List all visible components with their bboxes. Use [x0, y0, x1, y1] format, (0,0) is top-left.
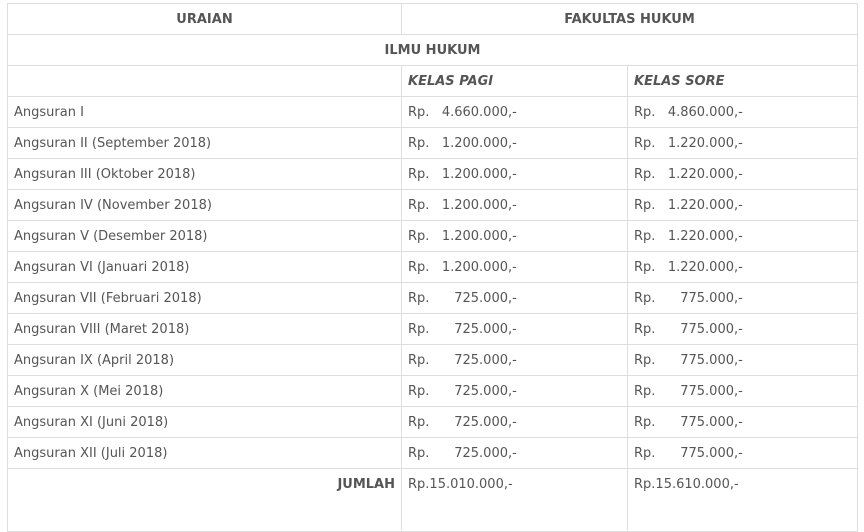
kelas-sore-amount [628, 314, 858, 345]
kelas-sore-amount [628, 345, 858, 376]
amount-suffix: ,- [508, 197, 517, 213]
amount-value: 725.000 [454, 352, 508, 368]
table-row [8, 438, 858, 469]
amount-suffix: ,- [734, 228, 743, 244]
kelas-sore-amount [628, 252, 858, 283]
currency-label: Rp. [634, 259, 656, 275]
kelas-pagi-header: KELAS PAGI [402, 66, 628, 97]
faculty-header: FAKULTAS HUKUM [402, 4, 858, 35]
kelas-sore-amount [628, 438, 858, 469]
amount-value: 775.000 [680, 445, 734, 461]
amount-value: 4.660.000 [441, 104, 508, 120]
table-row [8, 283, 858, 314]
table-row [8, 97, 858, 128]
kelas-sore-amount [628, 190, 858, 221]
amount-value: 1.220.000 [667, 135, 734, 151]
amount-value: 725.000 [454, 383, 508, 399]
amount-suffix: ,- [734, 259, 743, 275]
amount-value: 1.220.000 [667, 259, 734, 275]
installment-label: Angsuran VIII (Maret 2018) [8, 314, 402, 345]
amount-suffix: ,- [734, 197, 743, 213]
kelas-sore-amount [628, 407, 858, 438]
amount-value: 1.200.000 [441, 228, 508, 244]
amount-suffix: ,- [734, 135, 743, 151]
installment-label: Angsuran III (Oktober 2018) [8, 159, 402, 190]
kelas-pagi-amount [402, 407, 628, 438]
currency-label: Rp. [408, 414, 430, 430]
kelas-pagi-amount [402, 314, 628, 345]
amount-suffix: ,- [734, 445, 743, 461]
subheader-row [8, 66, 858, 97]
amount-suffix: ,- [508, 166, 517, 182]
amount-suffix: ,- [734, 166, 743, 182]
table-row [8, 128, 858, 159]
total-row [8, 469, 858, 532]
currency-label: Rp. [634, 383, 656, 399]
amount-value: 1.200.000 [441, 259, 508, 275]
table-row [8, 407, 858, 438]
currency-label: Rp. [408, 383, 430, 399]
kelas-sore-amount [628, 221, 858, 252]
amount-suffix: ,- [508, 290, 517, 306]
amount-value: 4.860.000 [667, 104, 734, 120]
table-row [8, 345, 858, 376]
kelas-pagi-amount [402, 252, 628, 283]
kelas-pagi-amount [402, 376, 628, 407]
amount-value: 775.000 [680, 414, 734, 430]
kelas-sore-amount [628, 128, 858, 159]
installment-label: Angsuran X (Mei 2018) [8, 376, 402, 407]
currency-label: Rp. [408, 197, 430, 213]
amount-suffix: ,- [734, 383, 743, 399]
header-row [8, 4, 858, 35]
uraian-header: URAIAN [8, 4, 402, 35]
currency-label: Rp. [408, 352, 430, 368]
currency-label: Rp. [634, 445, 656, 461]
amount-value: 725.000 [454, 414, 508, 430]
kelas-pagi-amount [402, 283, 628, 314]
kelas-sore-amount [628, 97, 858, 128]
table-row [8, 190, 858, 221]
amount-value: 1.220.000 [667, 228, 734, 244]
kelas-sore-amount [628, 376, 858, 407]
installment-label: Angsuran XII (Juli 2018) [8, 438, 402, 469]
installment-label: Angsuran IX (April 2018) [8, 345, 402, 376]
installment-label: Angsuran V (Desember 2018) [8, 221, 402, 252]
empty-subheader-cell [8, 66, 402, 97]
currency-label: Rp. [634, 352, 656, 368]
amount-value: 1.200.000 [441, 197, 508, 213]
amount-suffix: ,- [508, 352, 517, 368]
amount-value: 775.000 [680, 383, 734, 399]
amount-value: 725.000 [454, 321, 508, 337]
table-row [8, 314, 858, 345]
amount-value: 1.200.000 [441, 135, 508, 151]
amount-value: 1.200.000 [441, 166, 508, 182]
kelas-pagi-amount [402, 190, 628, 221]
installment-label: Angsuran I [8, 97, 402, 128]
amount-suffix: ,- [734, 321, 743, 337]
amount-suffix: ,- [508, 228, 517, 244]
fee-table [7, 3, 858, 532]
kelas-pagi-amount [402, 438, 628, 469]
kelas-pagi-amount [402, 345, 628, 376]
kelas-pagi-amount [402, 221, 628, 252]
fee-table-body [8, 4, 858, 532]
currency-label: Rp. [408, 445, 430, 461]
kelas-pagi-amount [402, 97, 628, 128]
amount-suffix: ,- [734, 290, 743, 306]
amount-suffix: ,- [734, 414, 743, 430]
amount-value: 775.000 [680, 321, 734, 337]
currency-label: Rp. [634, 197, 656, 213]
total-sore: Rp.15.610.000,- [628, 469, 858, 532]
amount-value: 775.000 [680, 290, 734, 306]
amount-suffix: ,- [508, 414, 517, 430]
currency-label: Rp. [634, 135, 656, 151]
installment-label: Angsuran VI (Januari 2018) [8, 252, 402, 283]
table-row [8, 376, 858, 407]
amount-suffix: ,- [734, 352, 743, 368]
currency-label: Rp. [634, 290, 656, 306]
kelas-sore-amount [628, 283, 858, 314]
amount-suffix: ,- [508, 135, 517, 151]
kelas-pagi-amount [402, 159, 628, 190]
table-row [8, 159, 858, 190]
installment-label: Angsuran II (September 2018) [8, 128, 402, 159]
currency-label: Rp. [634, 321, 656, 337]
currency-label: Rp. [634, 104, 656, 120]
installment-label: Angsuran IV (November 2018) [8, 190, 402, 221]
currency-label: Rp. [408, 259, 430, 275]
currency-label: Rp. [634, 166, 656, 182]
currency-label: Rp. [408, 104, 430, 120]
currency-label: Rp. [408, 228, 430, 244]
amount-suffix: ,- [508, 104, 517, 120]
total-pagi: Rp.15.010.000,- [402, 469, 628, 532]
currency-label: Rp. [408, 321, 430, 337]
kelas-sore-header: KELAS SORE [628, 66, 858, 97]
amount-value: 725.000 [454, 290, 508, 306]
installment-label: Angsuran VII (Februari 2018) [8, 283, 402, 314]
currency-label: Rp. [408, 135, 430, 151]
amount-suffix: ,- [508, 445, 517, 461]
amount-value: 1.220.000 [667, 166, 734, 182]
amount-suffix: ,- [508, 321, 517, 337]
amount-value: 1.220.000 [667, 197, 734, 213]
currency-label: Rp. [408, 290, 430, 306]
program-header: ILMU HUKUM [8, 35, 858, 66]
currency-label: Rp. [408, 166, 430, 182]
currency-label: Rp. [634, 414, 656, 430]
kelas-pagi-amount [402, 128, 628, 159]
table-row [8, 221, 858, 252]
amount-suffix: ,- [508, 383, 517, 399]
table-row [8, 252, 858, 283]
program-row [8, 35, 858, 66]
amount-suffix: ,- [734, 104, 743, 120]
installment-label: Angsuran XI (Juni 2018) [8, 407, 402, 438]
kelas-sore-amount [628, 159, 858, 190]
amount-value: 775.000 [680, 352, 734, 368]
total-label: JUMLAH [8, 469, 402, 532]
currency-label: Rp. [634, 228, 656, 244]
amount-value: 725.000 [454, 445, 508, 461]
amount-suffix: ,- [508, 259, 517, 275]
